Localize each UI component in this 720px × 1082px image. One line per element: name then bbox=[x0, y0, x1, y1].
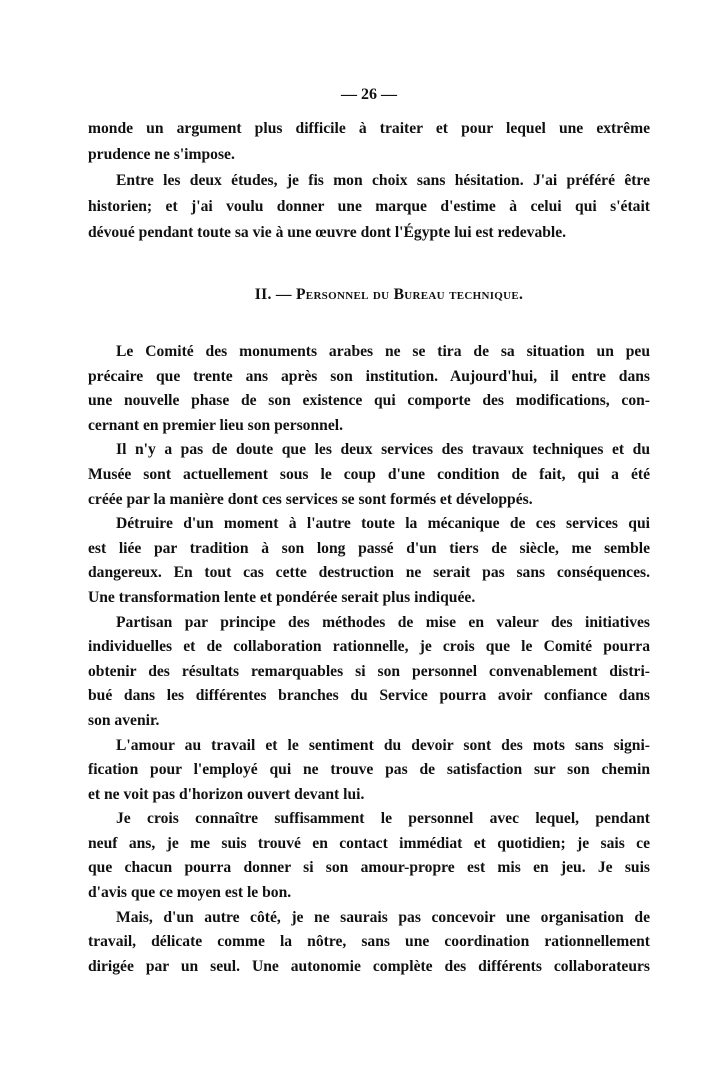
text-line: dirigée par un seul. Une autonomie complète des différents collaborateurs bbox=[88, 957, 650, 975]
text-line: Entre les deux études, je fis mon choix sans hésitation. J'ai préféré être bbox=[116, 172, 650, 189]
text-line: prudence ne s'impose. bbox=[88, 146, 235, 163]
text-line: que chacun pourra donner si son amour-propre est mis en jeu. Je suis bbox=[88, 859, 650, 877]
text-line: dangereux. En tout cas cette destruction ne serait pas sans conséquences. bbox=[88, 564, 650, 582]
text-line: monde un argument plus difficile à traiter et pour lequel une extrême bbox=[88, 120, 650, 137]
text-line: Le Comité des monuments arabes ne se tira de sa situation un peu bbox=[116, 343, 650, 360]
text-line: neuf ans, je me suis trouvé en contact immédiat et quotidien; je sais ce bbox=[88, 834, 650, 852]
text-line: Musée sont actuellement sous le coup d'une condition de fait, qui a été bbox=[88, 465, 650, 483]
intro-text bbox=[88, 116, 650, 246]
text-line: fication pour l'employé qui ne trouve pas de satisfaction sur son chemin bbox=[88, 761, 650, 779]
text-line: cernant en premier lieu son personnel. bbox=[88, 416, 343, 434]
text-line: Une transformation lente et pondérée serait plus indiquée. bbox=[88, 588, 476, 606]
text-line: d'avis que ce moyen est le bon. bbox=[88, 884, 292, 902]
text-line: Je crois connaître suffisamment le personnel avec lequel, pendant bbox=[116, 810, 650, 828]
text-line: obtenir des résultats remarquables si son personnel convenablement distri- bbox=[88, 662, 650, 680]
text-line: historien; et j'ai voulu donner une marque d'estime à celui qui s'était bbox=[88, 198, 650, 215]
text-line: une nouvelle phase de son existence qui comporte des modifications, con- bbox=[88, 392, 650, 410]
text-line: dévoué pendant toute sa vie à une œuvre dont l'Égypte lui est redevable. bbox=[88, 224, 567, 241]
text-line: Partisan par principe des méthodes de mise en valeur des initiatives bbox=[116, 613, 650, 631]
text-line: individuelles et de collaboration rationnelle, je crois que le Comité pourra bbox=[88, 638, 650, 656]
text-line: Détruire d'un moment à l'autre toute la mécanique de ces services qui bbox=[116, 515, 650, 533]
section-heading: II. — Personnel du Bureau technique. bbox=[254, 286, 524, 303]
text-line: L'amour au travail et le sentiment du devoir sont des mots sans signi- bbox=[116, 736, 650, 754]
text-line: est liée par tradition à son long passé d'un tiers de siècle, me semble bbox=[88, 539, 650, 557]
text-line: créée par la manière dont ces services se sont formés et développés. bbox=[88, 490, 533, 508]
text-line: bué dans les différentes branches du Service pourra avoir confiance dans bbox=[88, 687, 650, 705]
page-number: — 26 — bbox=[341, 86, 397, 103]
text-line: et ne voit pas d'horizon ouvert devant lui. bbox=[88, 785, 365, 803]
text-line: son avenir. bbox=[88, 711, 160, 729]
text-line: précaire que trente ans après son institution. Aujourd'hui, il entre dans bbox=[88, 367, 650, 385]
text-line: Mais, d'un autre côté, je ne saurais pas concevoir une organisation de bbox=[116, 908, 650, 926]
text-line: Il n'y a pas de doute que les deux services des travaux techniques et du bbox=[116, 441, 650, 459]
text-line: travail, délicate comme la nôtre, sans une coordination rationnellement bbox=[88, 933, 650, 951]
section-text bbox=[88, 340, 650, 979]
